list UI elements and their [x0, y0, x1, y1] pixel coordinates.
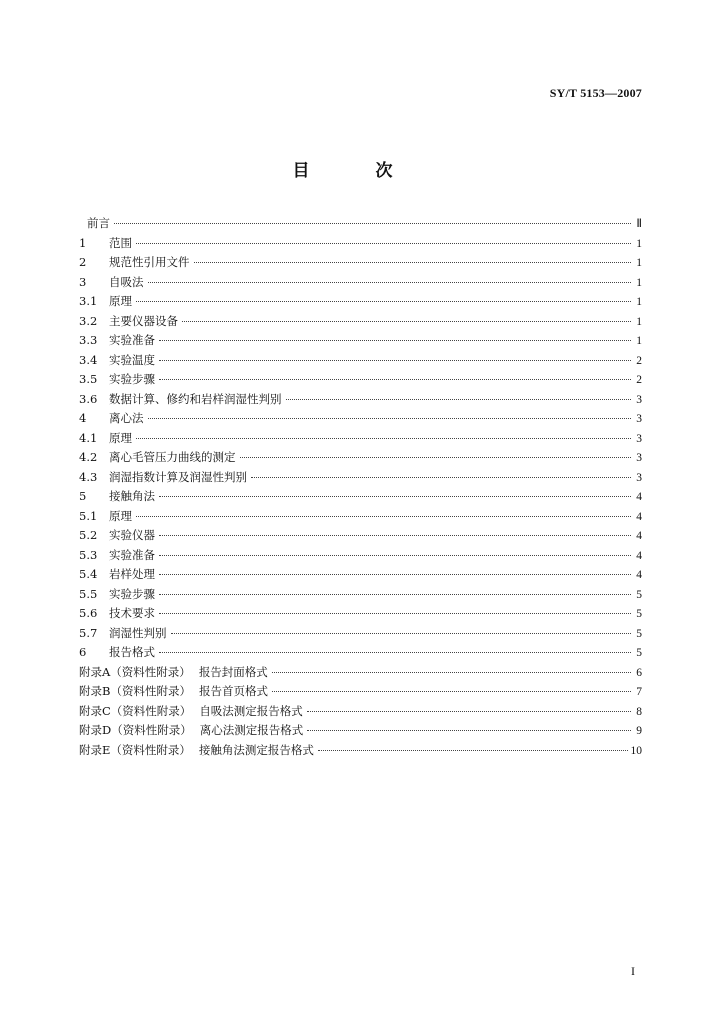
standard-code: SY/T 5153—2007: [549, 86, 642, 100]
toc-entry-page: 4: [636, 510, 642, 523]
toc-dot-leader: [159, 652, 631, 653]
toc-entry[interactable]: [79, 487, 642, 507]
toc-entry-number: 4.3: [79, 469, 98, 484]
toc-entry-label: 润湿指数计算及润湿性判别: [109, 469, 247, 484]
toc-dot-leader: [251, 477, 631, 478]
toc-dot-leader: [136, 301, 631, 302]
toc-entry[interactable]: [79, 643, 642, 663]
toc-dot-leader: [136, 438, 631, 439]
toc-entry[interactable]: [79, 585, 642, 605]
toc-entry-page: 4: [636, 491, 642, 503]
toc-dot-leader: [159, 379, 631, 380]
toc-entry-label: 自吸法测定报告格式: [199, 703, 303, 718]
toc-entry-page: 1: [636, 296, 642, 308]
toc-entry-page: 7: [636, 686, 642, 698]
toc-dot-leader: [182, 321, 631, 322]
toc-dot-leader: [159, 594, 631, 595]
toc-entry-page: 3: [636, 393, 642, 406]
toc-dot-leader: [272, 691, 631, 692]
toc-entry-label: 原理: [109, 508, 132, 523]
toc-entry-page: 10: [630, 744, 642, 757]
toc-dot-leader: [114, 223, 631, 224]
toc-entry-number: 5.3: [79, 547, 98, 562]
toc-entry-page: Ⅱ: [636, 218, 642, 230]
toc-dot-leader: [159, 574, 631, 575]
toc-entry-number: 3.5: [79, 372, 98, 386]
toc-entry[interactable]: [79, 526, 642, 546]
toc-entry-number: 5.6: [79, 606, 98, 620]
toc-entry-page: 2: [636, 374, 642, 386]
toc-entry-number: 5: [79, 489, 87, 503]
toc-entry[interactable]: [79, 331, 642, 351]
toc-entry[interactable]: [79, 370, 642, 390]
toc-entry-label: 润湿性判别: [109, 625, 167, 640]
toc-entry[interactable]: [79, 390, 642, 410]
toc-dot-leader: [159, 535, 631, 536]
toc-entry-label: 实验准备: [109, 547, 155, 562]
toc-entry[interactable]: [79, 741, 642, 761]
toc-entry-page: 3: [636, 452, 642, 464]
toc-entry[interactable]: [79, 682, 642, 702]
toc-entry-label: 报告封面格式: [198, 664, 268, 679]
toc-entry-number: 4: [79, 411, 87, 425]
toc-entry-label: 规范性引用文件: [109, 255, 190, 269]
toc-entry-number: 5.4: [79, 567, 98, 581]
toc-entry-label: 技术要求: [109, 606, 155, 620]
toc-entry-number: 附录A（资料性附录）: [79, 664, 191, 679]
toc-dot-leader: [136, 516, 631, 517]
toc-dot-leader: [272, 672, 631, 673]
toc-dot-leader: [159, 360, 631, 361]
toc-entry-number: 6: [79, 645, 87, 659]
toc-entry[interactable]: [79, 721, 642, 741]
toc-entry[interactable]: [79, 273, 642, 293]
toc-entry-page: 8: [636, 705, 642, 718]
toc-entry-page: 6: [636, 666, 642, 679]
toc-entry[interactable]: [79, 234, 642, 254]
toc-dot-leader: [240, 457, 632, 458]
toc-entry[interactable]: [79, 292, 642, 312]
toc-entry-label: 实验准备: [109, 333, 155, 347]
toc-dot-leader: [307, 730, 631, 731]
toc-entry-number: 3.2: [79, 313, 98, 328]
table-of-contents: [79, 214, 642, 760]
toc-dot-leader: [148, 282, 632, 283]
toc-entry-label: 报告格式: [109, 645, 155, 659]
toc-entry-page: 1: [636, 237, 642, 250]
toc-entry-number: 3.3: [79, 333, 98, 347]
toc-title: 目 次: [292, 161, 423, 181]
toc-entry[interactable]: [79, 409, 642, 429]
toc-entry-page: 4: [636, 549, 642, 562]
toc-entry-number: 3.1: [79, 294, 98, 308]
toc-entry-label: 原理: [109, 294, 132, 308]
toc-entry-label: 岩样处理: [109, 567, 155, 581]
page-number: I: [631, 964, 635, 978]
toc-entry-page: 5: [636, 647, 642, 659]
toc-entry-label: 离心法: [109, 411, 144, 425]
toc-entry-label: 范围: [109, 235, 132, 250]
toc-dot-leader: [318, 750, 628, 751]
toc-entry-label: 自吸法: [109, 274, 144, 289]
toc-entry-page: 1: [636, 257, 642, 269]
toc-entry[interactable]: [79, 468, 642, 488]
toc-entry-page: 4: [636, 530, 642, 542]
toc-entry-number: 3.4: [79, 352, 98, 367]
toc-entry-number: 3: [79, 274, 87, 289]
toc-entry-label: 接触角法: [109, 489, 155, 503]
toc-entry-number: 5.1: [79, 508, 98, 523]
toc-entry[interactable]: [79, 253, 642, 273]
toc-entry-label: 报告首页格式: [198, 684, 268, 698]
toc-entry-page: 5: [636, 608, 642, 620]
toc-entry-label: 实验温度: [109, 352, 155, 367]
toc-entry-label: 离心毛管压力曲线的测定: [109, 450, 236, 464]
toc-entry-label: 前言: [87, 216, 110, 230]
toc-dot-leader: [159, 496, 631, 497]
toc-entry-page: 4: [636, 569, 642, 581]
toc-entry-page: 9: [636, 725, 642, 737]
toc-entry-label: 离心法测定报告格式: [199, 723, 304, 737]
toc-entry[interactable]: [79, 663, 642, 683]
toc-dot-leader: [159, 340, 631, 341]
toc-entry-label: 实验步骤: [109, 586, 155, 601]
toc-entry[interactable]: [79, 448, 642, 468]
toc-entry-page: 1: [636, 315, 642, 328]
toc-entry-number: 5.2: [79, 528, 98, 542]
toc-entry-page: 1: [636, 335, 642, 347]
toc-entry-number: 附录E（资料性附录）: [79, 742, 191, 757]
toc-entry[interactable]: [79, 546, 642, 566]
toc-entry-number: 5.5: [79, 586, 98, 601]
toc-entry-page: 2: [636, 354, 642, 367]
toc-dot-leader: [136, 243, 631, 244]
toc-entry-number: 附录B（资料性附录）: [79, 684, 191, 698]
toc-entry-number: 附录C（资料性附录）: [79, 703, 192, 718]
toc-dot-leader: [159, 613, 631, 614]
toc-dot-leader: [159, 555, 631, 556]
toc-entry-label: 原理: [109, 430, 132, 445]
toc-entry[interactable]: [79, 429, 642, 449]
toc-entry[interactable]: [79, 604, 642, 624]
toc-dot-leader: [148, 418, 632, 419]
toc-entry[interactable]: [79, 312, 642, 332]
toc-entry-label: 主要仪器设备: [109, 313, 178, 328]
toc-entry-label: 实验步骤: [109, 372, 155, 386]
toc-entry[interactable]: [79, 351, 642, 371]
toc-entry-number: 1: [79, 235, 87, 250]
toc-entry-number: 4.2: [79, 450, 98, 464]
toc-entry-number: 3.6: [79, 391, 98, 406]
toc-entry-label: 接触角法测定报告格式: [198, 742, 314, 757]
toc-dot-leader: [307, 711, 631, 712]
toc-dot-leader: [286, 399, 632, 400]
toc-entry[interactable]: [79, 565, 642, 585]
toc-entry-page: 3: [636, 413, 642, 425]
toc-entry-number: 附录D（资料性附录）: [79, 723, 192, 737]
toc-entry-number: 5.7: [79, 625, 98, 640]
toc-dot-leader: [194, 262, 632, 263]
toc-entry-label: 数据计算、修约和岩样润湿性判别: [109, 391, 282, 406]
toc-entry[interactable]: [79, 214, 642, 234]
toc-entry-number: 2: [79, 255, 87, 269]
toc-dot-leader: [171, 633, 632, 634]
toc-entry-page: 1: [636, 276, 642, 289]
toc-entry-page: 3: [636, 432, 642, 445]
toc-entry-page: 5: [636, 588, 642, 601]
toc-entry[interactable]: [79, 624, 642, 644]
toc-entry-number: 4.1: [79, 430, 98, 445]
toc-entry-page: 3: [636, 471, 642, 484]
toc-entry-page: 5: [636, 627, 642, 640]
toc-entry-label: 实验仪器: [109, 528, 155, 542]
toc-entry[interactable]: [79, 507, 642, 527]
toc-entry[interactable]: [79, 702, 642, 722]
